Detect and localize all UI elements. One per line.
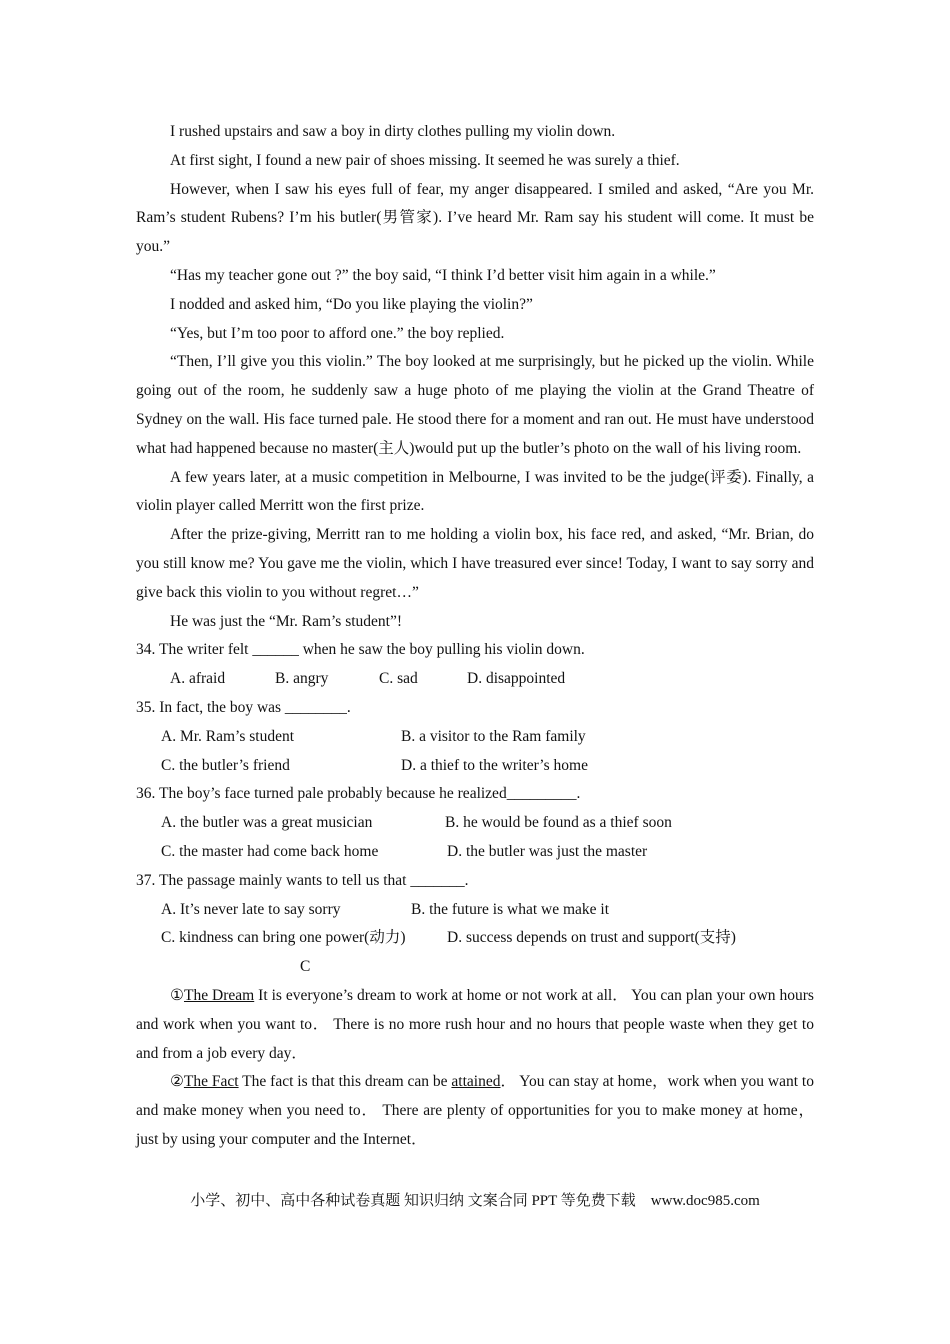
option-c: C. the master had come back home [161,842,379,860]
option-b: B. he would be found as a thief soon [445,814,672,832]
options-row [136,665,814,694]
paragraph-text: It is everyone’s dream to work at home or not work at all． You can plan your own hours and work when you want to． There is no more rush hour and no hours that people waste when they get to and from a job every day． [136,986,814,1062]
option-a: A. It’s never late to say sorry [161,900,341,918]
passage-paragraph: After the prize-giving, Merritt ran to me holding a violin box, his face red, and asked, “Mr. Brian, do you still know me? You gave me the violin, which I have treasured ever since! Today, I want to say sorry and give back this violin to you without regret…” [136,526,814,601]
question-37 [136,867,814,953]
options-row [136,924,814,953]
option-a: A. the butler was a great musician [161,814,373,832]
section-c-paragraph-1 [136,982,814,1068]
paragraph-text: The fact is that this dream can be [238,1073,452,1091]
passage-paragraph: A few years later, at a music competition in Melbourne, I was invited to be the judge(评委). Finally, a violin player called Merritt won the first prize. [136,468,814,515]
option-b: B. the future is what we make it [411,900,610,918]
options-row [136,809,814,838]
question-34 [136,636,814,694]
question-35 [136,694,814,780]
question-36 [136,780,814,866]
section-label: C [300,958,311,976]
question-stem: 36. The boy’s face turned pale probably because he realized_________. [136,785,581,803]
passage-paragraph: However, when I saw his eyes full of fear, my anger disappeared. I smiled and asked, “Are you Mr. Ram’s student Rubens? I’m his butler(男管家). I’ve heard Mr. Ram say his student will come. It must be you.” [136,180,814,256]
options-row [136,752,814,781]
page-footer: 小学、初中、高中各种试卷真题 知识归纳 文案合同 PPT 等免费下载 www.doc985.com [190,1193,760,1209]
passage-paragraph: At first sight, I found a new pair of shoes missing. It seemed he was surely a thief. [170,151,680,169]
option-d: D. a thief to the writer’s home [401,756,588,774]
option-a: A. Mr. Ram’s student [161,727,295,745]
passage-paragraph: He was just the “Mr. Ram’s student”! [170,612,403,630]
paragraph-heading: The Fact [183,1073,239,1091]
option-c: C. kindness can bring one power(动力) [161,929,406,947]
section-c-paragraph-2 [136,1068,814,1154]
options-row [136,838,814,867]
option-c: C. sad [379,670,418,688]
passage-paragraph: “Yes, but I’m too poor to afford one.” the boy replied. [170,324,505,342]
option-b: B. angry [275,670,329,688]
question-stem: 35. In fact, the boy was ________. [136,698,351,716]
passage-paragraph: “Has my teacher gone out ?” the boy said, “I think I’d better visit him again in a while.” [170,266,716,284]
option-d: D. the butler was just the master [447,842,648,860]
option-b: B. a visitor to the Ram family [401,727,586,745]
options-row [136,723,814,752]
option-a: A. afraid [170,670,226,688]
question-stem: 34. The writer felt ______ when he saw the boy pulling his violin down. [136,641,585,659]
passage-paragraph: I nodded and asked him, “Do you like playing the violin?” [170,295,533,313]
paragraph-heading: The Dream [183,986,255,1004]
option-c: C. the butler’s friend [161,756,290,774]
question-stem: 37. The passage mainly wants to tell us that _______. [136,871,469,889]
document-page [136,118,814,1155]
paragraph-text: ． You can stay at home，work when you want to and make money when you need to． There are plenty of opportunities for you to make money at home，just by using your computer and the Internet． [136,1073,814,1148]
underlined-word: attained [451,1073,501,1091]
option-d: D. disappointed [467,670,566,688]
passage-paragraph: I rushed upstairs and saw a boy in dirty clothes pulling my violin down. [170,123,616,140]
option-d: D. success depends on trust and support(支持) [447,929,736,947]
circled-number-marker: ① [170,986,184,1004]
options-row [136,896,814,925]
passage-paragraph: “Then, I’ll give you this violin.” The boy looked at me surprisingly, but he picked up the violin. While going out of the room, he suddenly saw a huge photo of me playing the violin at the Grand Theatre of Sydney on the wall. His face turned pale. He stood there for a moment and ran out. He must have understood what had happened because no master(主人)would put up the butler’s photo on the wall of his living room. [136,353,814,457]
circled-number-marker: ② [170,1073,184,1091]
